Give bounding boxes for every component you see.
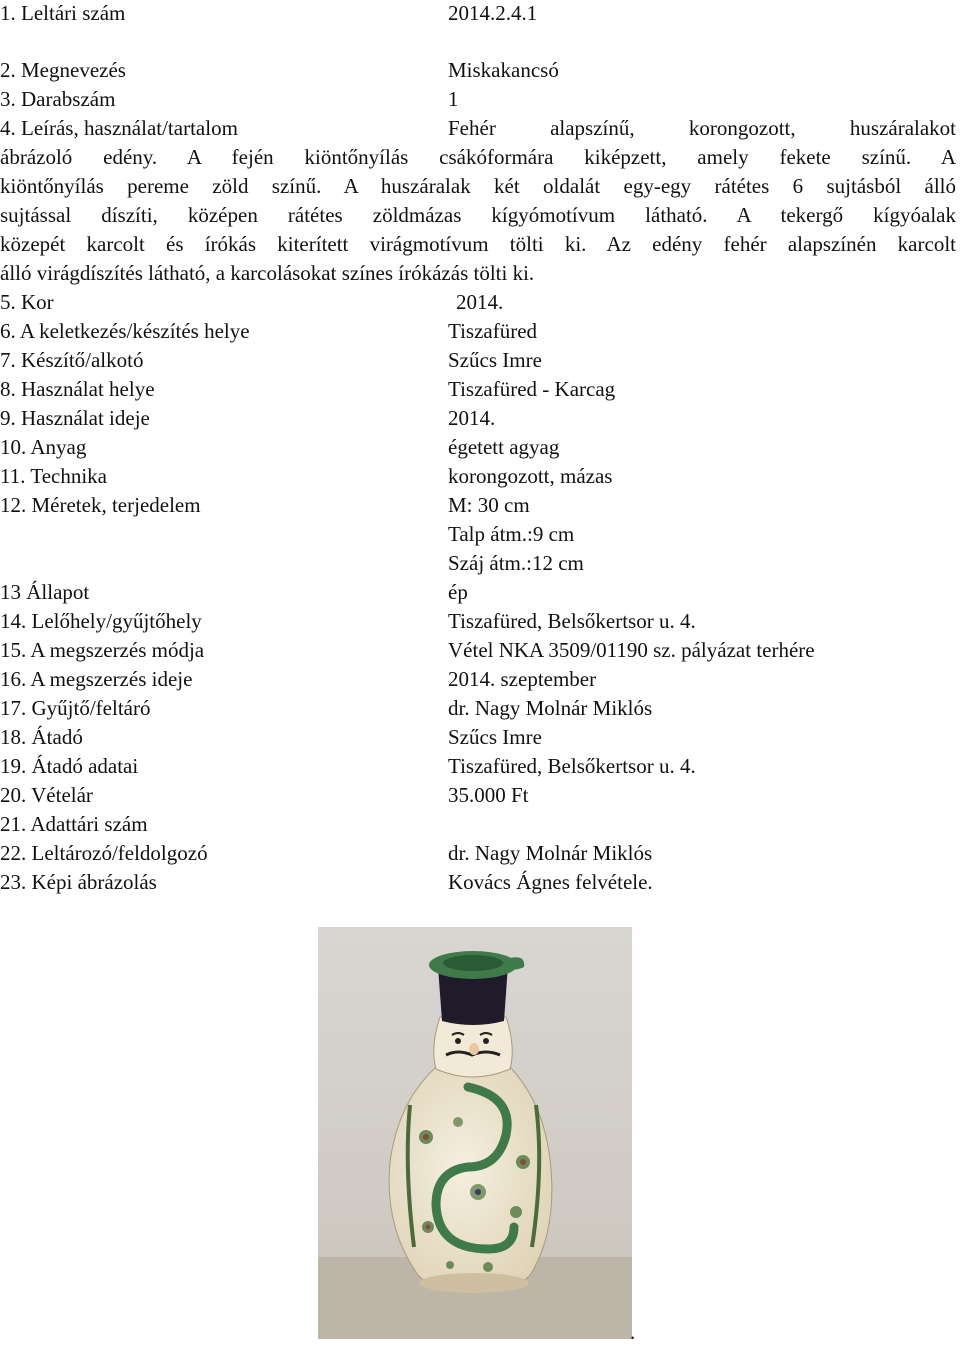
rim-inner bbox=[443, 955, 503, 971]
label-origin-place: 6. A keletkezés/készítés helye bbox=[0, 319, 250, 343]
value-maker: Szűcs Imre bbox=[448, 348, 542, 372]
row-age bbox=[0, 288, 960, 316]
label-inventory-number: 1. Leltári szám bbox=[0, 1, 126, 25]
row-donor-details bbox=[0, 752, 960, 780]
value-description-first: Fehér alapszínű, korongozott, huszáralakot bbox=[448, 116, 956, 140]
value-condition: ép bbox=[448, 580, 468, 604]
label-donor: 18. Átadó bbox=[0, 725, 83, 749]
jug-illustration bbox=[318, 927, 632, 1339]
label-image: 23. Képi ábrázolás bbox=[0, 870, 157, 894]
value-usage-time: 2014. bbox=[448, 406, 496, 430]
value-height: M: 30 cm bbox=[448, 493, 530, 517]
row-name bbox=[0, 56, 960, 84]
row-acquisition-method bbox=[0, 636, 960, 664]
row-material bbox=[0, 433, 960, 461]
label-age: 5. Kor bbox=[0, 290, 54, 314]
label-price: 20. Vételár bbox=[0, 783, 93, 807]
eye-right bbox=[483, 1038, 489, 1044]
value-material: égetett agyag bbox=[448, 435, 560, 459]
value-donor-details: Tiszafüred, Belsőkertsor u. 4. bbox=[448, 754, 696, 778]
label-acquisition-date: 16. A megszerzés ideje bbox=[0, 667, 193, 691]
eye-left bbox=[455, 1038, 461, 1044]
row-origin-place bbox=[0, 317, 960, 345]
label-collector: 17. Gyűjtő/feltáró bbox=[0, 696, 151, 720]
description-line: ábrázoló edény. A fején kiöntőnyílás csákóformára kiképzett, amely fekete színű. A bbox=[0, 145, 956, 169]
row-usage-time bbox=[0, 404, 960, 432]
row-inventory-number bbox=[0, 0, 960, 27]
value-count: 1 bbox=[448, 87, 459, 111]
row-dimensions bbox=[0, 491, 960, 519]
value-base-diameter: Talp átm.:9 cm bbox=[448, 522, 575, 546]
row-base-diameter bbox=[0, 520, 960, 548]
label-archive-number: 21. Adattári szám bbox=[0, 812, 148, 836]
label-dimensions: 12. Méretek, terjedelem bbox=[0, 493, 201, 517]
row-image bbox=[0, 868, 960, 896]
description-line: kiöntőnyílás pereme zöld színű. A huszáralak két oldalát egy-egy rátétes 6 sujtásból álló bbox=[0, 174, 956, 198]
row-collector bbox=[0, 694, 960, 722]
value-age: 2014. bbox=[456, 290, 504, 314]
value-mouth-diameter: Száj átm.:12 cm bbox=[448, 551, 584, 575]
label-usage-place: 8. Használat helye bbox=[0, 377, 155, 401]
row-mouth-diameter bbox=[0, 549, 960, 577]
label-find-place: 14. Lelőhely/gyűjtőhely bbox=[0, 609, 202, 633]
value-cataloguer: dr. Nagy Molnár Miklós bbox=[448, 841, 653, 865]
trailing-dot: . bbox=[630, 1320, 636, 1344]
value-collector: dr. Nagy Molnár Miklós bbox=[448, 696, 653, 720]
row-find-place bbox=[0, 607, 960, 635]
row-technique bbox=[0, 462, 960, 490]
row-donor bbox=[0, 723, 960, 751]
spout bbox=[506, 957, 524, 969]
description-line: sujtással díszíti, középen rátétes zöldmázas kígyómotívum látható. A tekergő kígyóalak bbox=[0, 203, 956, 227]
row-maker bbox=[0, 346, 960, 374]
nose bbox=[469, 1043, 479, 1055]
value-technique: korongozott, mázas bbox=[448, 464, 613, 488]
value-usage-place: Tiszafüred - Karcag bbox=[448, 377, 616, 401]
row-archive-number bbox=[0, 810, 960, 838]
label-name: 2. Megnevezés bbox=[0, 58, 126, 82]
label-technique: 11. Technika bbox=[0, 464, 107, 488]
label-description: 4. Leírás, használat/tartalom bbox=[0, 116, 238, 140]
row-acquisition-date bbox=[0, 665, 960, 693]
value-origin-place: Tiszafüred bbox=[448, 319, 538, 343]
value-name: Miskakancsó bbox=[448, 58, 559, 82]
label-acquisition-method: 15. A megszerzés módja bbox=[0, 638, 205, 662]
jug-photo bbox=[318, 927, 632, 1339]
value-price: 35.000 Ft bbox=[448, 783, 529, 807]
row-cataloguer bbox=[0, 839, 960, 867]
value-image: Kovács Ágnes felvétele. bbox=[448, 870, 653, 894]
value-acquisition-date: 2014. szeptember bbox=[448, 667, 597, 691]
label-maker: 7. Készítő/alkotó bbox=[0, 348, 144, 372]
label-count: 3. Darabszám bbox=[0, 87, 116, 111]
label-donor-details: 19. Átadó adatai bbox=[0, 754, 139, 778]
value-donor: Szűcs Imre bbox=[448, 725, 542, 749]
jug-body bbox=[389, 1067, 552, 1291]
value-find-place: Tiszafüred, Belsőkertsor u. 4. bbox=[448, 609, 696, 633]
value-acquisition-method: Vétel NKA 3509/01190 sz. pályázat terhére bbox=[448, 638, 815, 662]
value-inventory-number: 2014.2.4.1 bbox=[448, 1, 538, 25]
description-line: közepét karcolt és írókás kiterített virágmotívum tölti ki. Az edény fehér alapszínén karcolt bbox=[0, 232, 956, 256]
description-line: álló virágdíszítés látható, a karcolásokat színes írókázás tölti ki. bbox=[0, 261, 535, 285]
label-material: 10. Anyag bbox=[0, 435, 87, 459]
row-usage-place bbox=[0, 375, 960, 403]
row-description bbox=[0, 114, 960, 142]
label-cataloguer: 22. Leltározó/feldolgozó bbox=[0, 841, 208, 865]
row-count bbox=[0, 85, 960, 113]
row-condition bbox=[0, 578, 960, 606]
label-usage-time: 9. Használat ideje bbox=[0, 406, 150, 430]
jug-base bbox=[419, 1273, 529, 1293]
label-condition: 13 Állapot bbox=[0, 580, 90, 604]
row-price bbox=[0, 781, 960, 809]
